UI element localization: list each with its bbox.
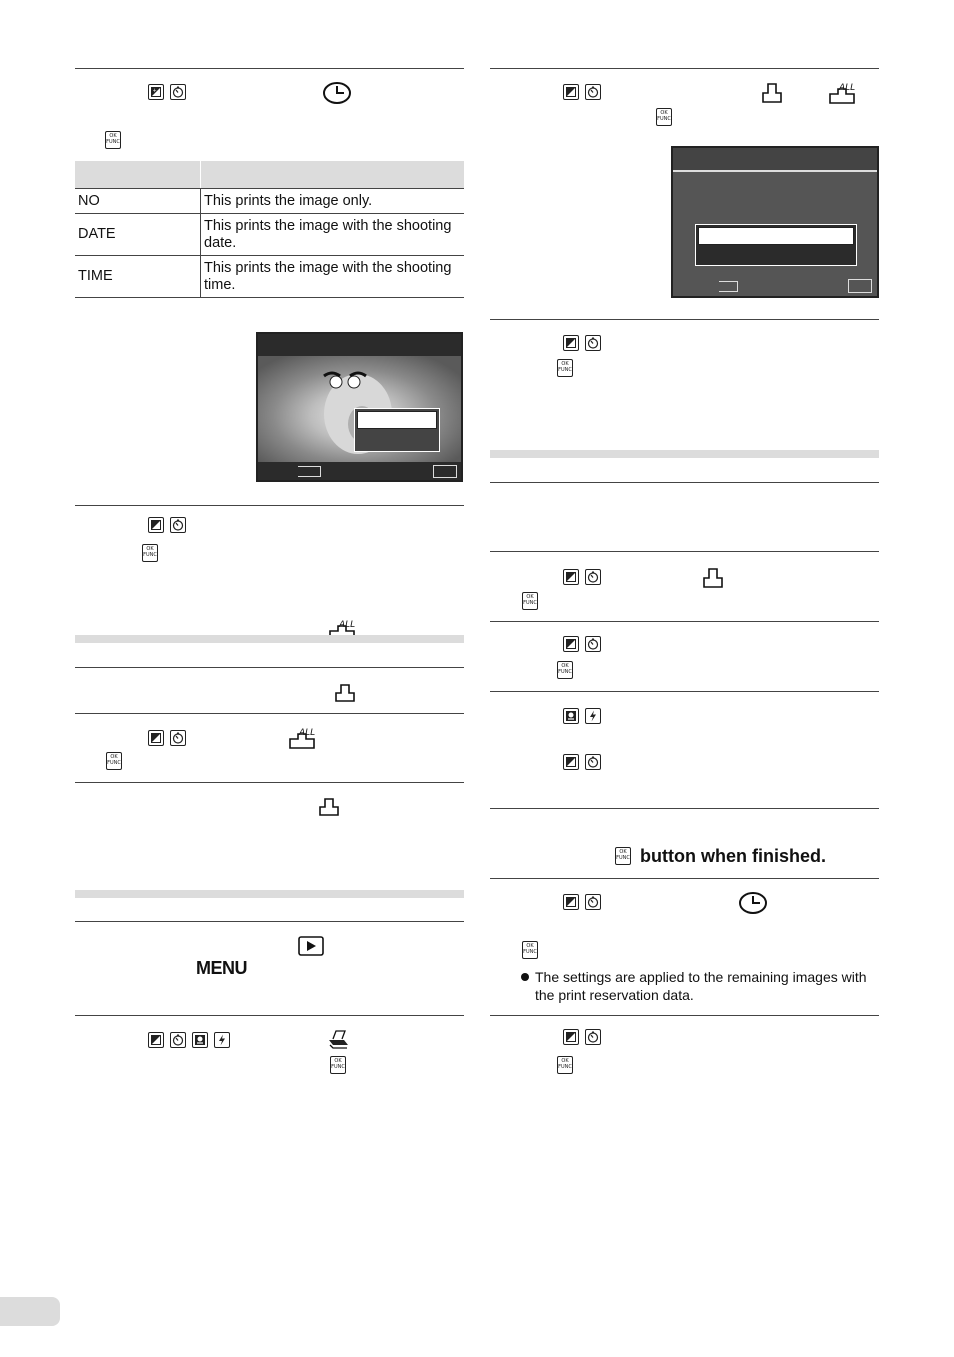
exposure-comp-button-icon [148, 84, 164, 100]
self-timer-button-icon [585, 569, 601, 585]
self-timer-button-icon [170, 84, 186, 100]
macro-button-icon [192, 1032, 208, 1048]
description-cell: This prints the image with the shooting time. [201, 256, 465, 298]
flash-button-icon [585, 708, 601, 724]
table-header-cell [75, 161, 201, 189]
exposure-comp-button-icon [563, 569, 579, 585]
self-timer-button-icon [170, 1032, 186, 1048]
flash-button-icon [214, 1032, 230, 1048]
description-cell: This prints the image with the shooting date. [201, 214, 465, 256]
divider [75, 505, 464, 506]
exposure-comp-button-icon [563, 335, 579, 351]
exposure-comp-button-icon [563, 84, 579, 100]
finished-instruction [640, 846, 826, 867]
divider [75, 782, 464, 783]
page-tab [0, 1297, 60, 1326]
lcd-option-box [695, 224, 857, 266]
divider [490, 482, 879, 483]
divider [75, 921, 464, 922]
section-band [75, 635, 464, 643]
clock-icon [738, 891, 768, 920]
ok-arrow-icon [433, 465, 457, 478]
divider [490, 878, 879, 879]
exposure-comp-button-icon [563, 754, 579, 770]
ok-func-button-icon: OK FUNC [557, 661, 573, 679]
lcd-option-selected [698, 227, 854, 245]
table-row [75, 256, 464, 298]
menu-button-label: MENU [196, 958, 247, 978]
ok-func-button-icon: OK FUNC [142, 544, 158, 562]
ok-func-button-icon: OK FUNC [106, 752, 122, 770]
self-timer-button-icon [585, 636, 601, 652]
ok-func-button-icon: OK FUNC [557, 1056, 573, 1074]
divider [490, 808, 879, 809]
divider [490, 621, 879, 622]
exposure-comp-button-icon [148, 517, 164, 533]
lcd-bottom-bar [673, 276, 877, 296]
lcd-option-box [354, 408, 440, 452]
description-cell: This prints the image only. [201, 189, 465, 214]
self-timer-button-icon [170, 517, 186, 533]
single-print-icon [318, 797, 340, 822]
macro-button-icon [563, 708, 579, 724]
playback-button-icon [298, 936, 324, 961]
table-header-cell [201, 161, 465, 189]
divider [490, 1015, 879, 1016]
table-row [75, 214, 464, 256]
ok-func-button-icon: OK FUNC [557, 359, 573, 377]
back-arrow-icon [298, 466, 321, 477]
self-timer-button-icon [170, 730, 186, 746]
self-timer-button-icon [585, 1029, 601, 1045]
lcd-bottom-bar [258, 462, 461, 480]
camera-lcd-preview [256, 332, 463, 482]
ok-func-button-icon: OK FUNC [522, 592, 538, 610]
single-print-icon [702, 567, 724, 594]
divider [75, 1015, 464, 1016]
exposure-comp-button-icon [563, 894, 579, 910]
settings-note: The settings are applied to the remaining images with the print reservation data. [535, 969, 867, 1003]
divider [490, 551, 879, 552]
bullet-dot [521, 973, 529, 981]
ok-arrow-icon [848, 279, 872, 293]
option-cell: TIME [75, 256, 201, 298]
exposure-comp-button-icon [563, 636, 579, 652]
ok-func-button-icon: OK FUNC [615, 847, 631, 865]
divider [490, 68, 879, 69]
svg-text:ALL: ALL [839, 83, 856, 93]
divider [75, 713, 464, 714]
single-print-icon [761, 82, 783, 109]
ok-func-button-icon: OK FUNC [656, 108, 672, 126]
all-print-icon [826, 81, 858, 110]
back-arrow-icon [719, 281, 738, 292]
ok-func-button-icon: OK FUNC [522, 941, 538, 959]
divider [490, 319, 879, 320]
camera-lcd-menu [671, 146, 879, 298]
svg-text:+: + [152, 88, 157, 94]
ok-func-button-icon: OK FUNC [105, 131, 121, 149]
svg-text:ALL: ALL [299, 728, 316, 738]
exposure-comp-button-icon [148, 1032, 164, 1048]
self-timer-button-icon [585, 84, 601, 100]
single-print-icon [334, 683, 356, 708]
self-timer-button-icon [585, 894, 601, 910]
print-option-table [75, 161, 464, 298]
section-band [490, 450, 879, 458]
lcd-title-bar [258, 334, 461, 356]
option-cell: NO [75, 189, 201, 214]
lcd-title-bar [673, 148, 877, 172]
option-cell: DATE [75, 214, 201, 256]
table-row [75, 189, 464, 214]
divider [490, 691, 879, 692]
clock-icon [322, 81, 352, 110]
ok-func-button-icon: OK FUNC [330, 1056, 346, 1074]
self-timer-button-icon [585, 335, 601, 351]
lcd-option-selected [357, 411, 437, 429]
exposure-comp-button-icon [563, 1029, 579, 1045]
svg-text:ALL: ALL [339, 620, 356, 630]
section-band [75, 890, 464, 898]
exposure-comp-button-icon [148, 730, 164, 746]
all-print-icon [286, 726, 318, 755]
divider [75, 667, 464, 668]
printer-icon [326, 1028, 350, 1055]
finished-suffix: button when finished. [640, 846, 826, 866]
self-timer-button-icon [585, 754, 601, 770]
divider [75, 68, 464, 69]
